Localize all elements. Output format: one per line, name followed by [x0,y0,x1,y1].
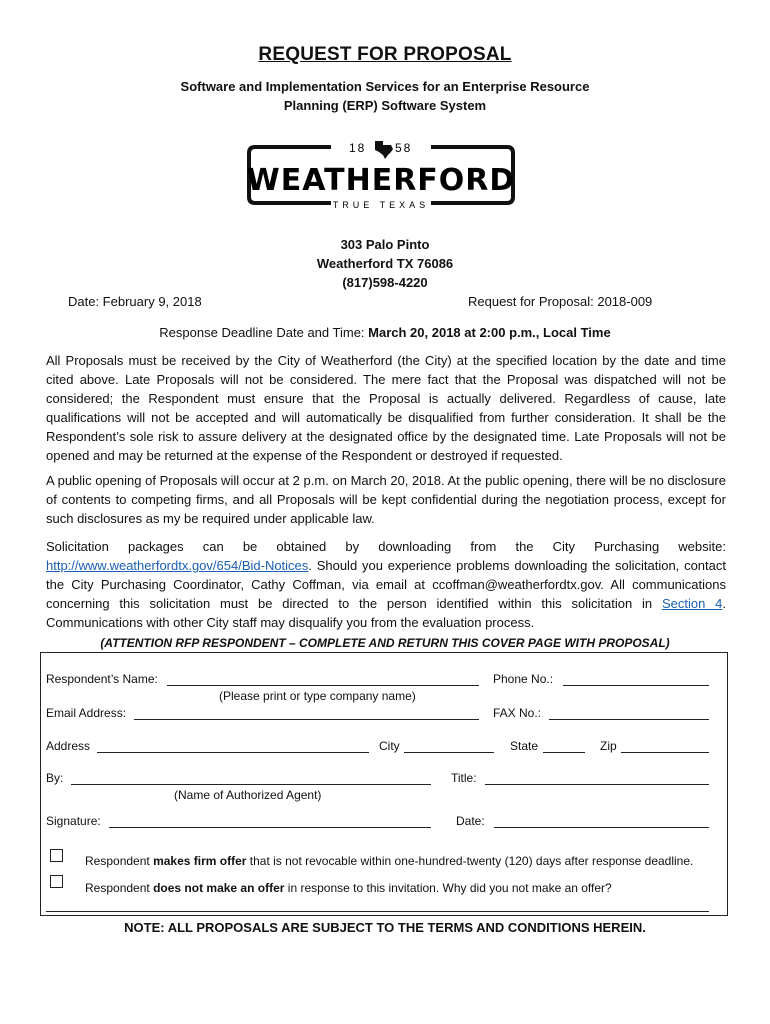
address-phone: (817)598-4220 [342,275,428,290]
logo-tagline: TRUE TEXAS [332,200,430,210]
terms-note: NOTE: ALL PROPOSALS ARE SUBJECT TO THE TERMS AND CONDITIONS HEREIN. [124,920,646,935]
title-label: Title: [451,771,477,785]
address-city: Weatherford TX 76086 [316,256,454,271]
respondent-name-field[interactable] [167,685,479,686]
section-4-link[interactable]: Section 4 [661,596,723,611]
by-label: By: [46,771,64,785]
email-field[interactable] [134,719,479,720]
rfp-number: Request for Proposal: 2018-009 [468,294,653,309]
authorized-agent-hint: (Name of Authorized Agent) [174,788,322,802]
subtitle-line-1: Software and Implementation Services for an Enterprise Resource [180,79,590,94]
authorized-agent-field[interactable] [71,784,431,785]
city-label: City [379,739,400,753]
deadline-value: March 20, 2018 at 2:00 p.m., Local Time [368,325,611,340]
city-field[interactable] [404,752,494,753]
signature-label: Signature: [46,814,101,828]
phone-field[interactable] [563,685,709,686]
paragraph-delivery [46,351,726,465]
solicitation-text-end: . Communications with other City staff may disqualify you from the evaluation process. [46,596,727,630]
respondent-form [40,652,728,916]
date-field[interactable] [494,827,709,828]
address-field[interactable] [97,752,369,753]
no-offer-label [85,881,612,895]
solicitation-text-start: Solicitation packages can be obtained by downloading from the City Purchasing website: [46,539,726,554]
fax-field[interactable] [549,719,709,720]
issue-date: Date: February 9, 2018 [68,294,202,309]
address-street: 303 Palo Pinto [340,237,430,252]
paragraph-solicitation [46,537,726,632]
no-offer-prefix: Respondent [85,881,154,895]
respondent-name-label: Respondent’s Name: [46,672,158,686]
logo-year-right: 58 [395,141,413,155]
firm-offer-label [85,854,693,868]
email-label: Email Address: [46,706,127,720]
zip-label: Zip [600,739,617,753]
no-offer-reason-field[interactable] [46,911,709,912]
page-title: REQUEST FOR PROPOSAL [258,44,512,65]
firm-offer-rest: that is not revocable within one-hundred-twenty (120) days after response deadline. [246,854,694,868]
address-label: Address [46,739,91,753]
logo-year-left: 18 [349,141,367,155]
paragraph-opening-text: A public opening of Proposals will occur at 2 p.m. on March 20, 2018. At the public opening, there will be no disclosure of contents to competing firms, and all Proposals will be kept confidential during the negotiation process, except for such disclosures as my be required under applicable law. [46,473,726,526]
zip-field[interactable] [621,752,709,753]
title-field[interactable] [485,784,709,785]
subtitle-line-2: Planning (ERP) Software System [283,98,487,113]
firm-offer-prefix: Respondent [85,854,154,868]
fax-label: FAX No.: [493,706,542,720]
no-offer-rest: in response to this invitation. Why did you not make an offer? [284,881,612,895]
no-offer-checkbox[interactable] [50,875,63,888]
signature-field[interactable] [109,827,431,828]
firm-offer-bold: makes firm offer [153,854,247,868]
bid-notices-link[interactable]: http://www.weatherfordtx.gov/654/Bid-Notices [46,558,309,573]
date-label: Date: [456,814,485,828]
deadline-label: Response Deadline Date and Time: [159,325,369,340]
phone-label: Phone No.: [493,672,554,686]
attention-notice: (ATTENTION RFP RESPONDENT – COMPLETE AND RETURN THIS COVER PAGE WITH PROPOSAL) [100,636,670,650]
response-deadline [0,325,770,340]
state-label: State [510,739,539,753]
company-name-hint: (Please print or type company name) [219,689,416,703]
solicitation-text-mid: . Should you experience problems downloading the solicitation, contact the City Purchasing Coordinator, Cathy Coffman, via email at ccoffman@weatherfordtx.gov. All communications concerning this solicitation must be directed to the person identified within this solicitation in [46,558,726,611]
logo-name: WEATHERFORD [246,163,516,198]
firm-offer-checkbox[interactable] [50,849,63,862]
state-field[interactable] [543,752,585,753]
paragraph-delivery-text: All Proposals must be received by the City of Weatherford (the City) at the specified location by the date and time cited above. Late Proposals will not be considered. The mere fact that the Proposal was dispatched will not be considered; the Respondent must ensure that the Proposal is actually delivered. Regardless of cause, late qualifications will not be accepted and will automatically be disqualified from further consideration. It shall be the Respondent’s sole risk to assure delivery at the designated office by the designated time. Late Proposals will not be opened and may be returned at the expense of the Respondent or destroyed if requested. [46,353,726,463]
no-offer-bold: does not make an offer [153,881,285,895]
weatherford-logo [245,133,517,222]
paragraph-opening [46,471,726,528]
